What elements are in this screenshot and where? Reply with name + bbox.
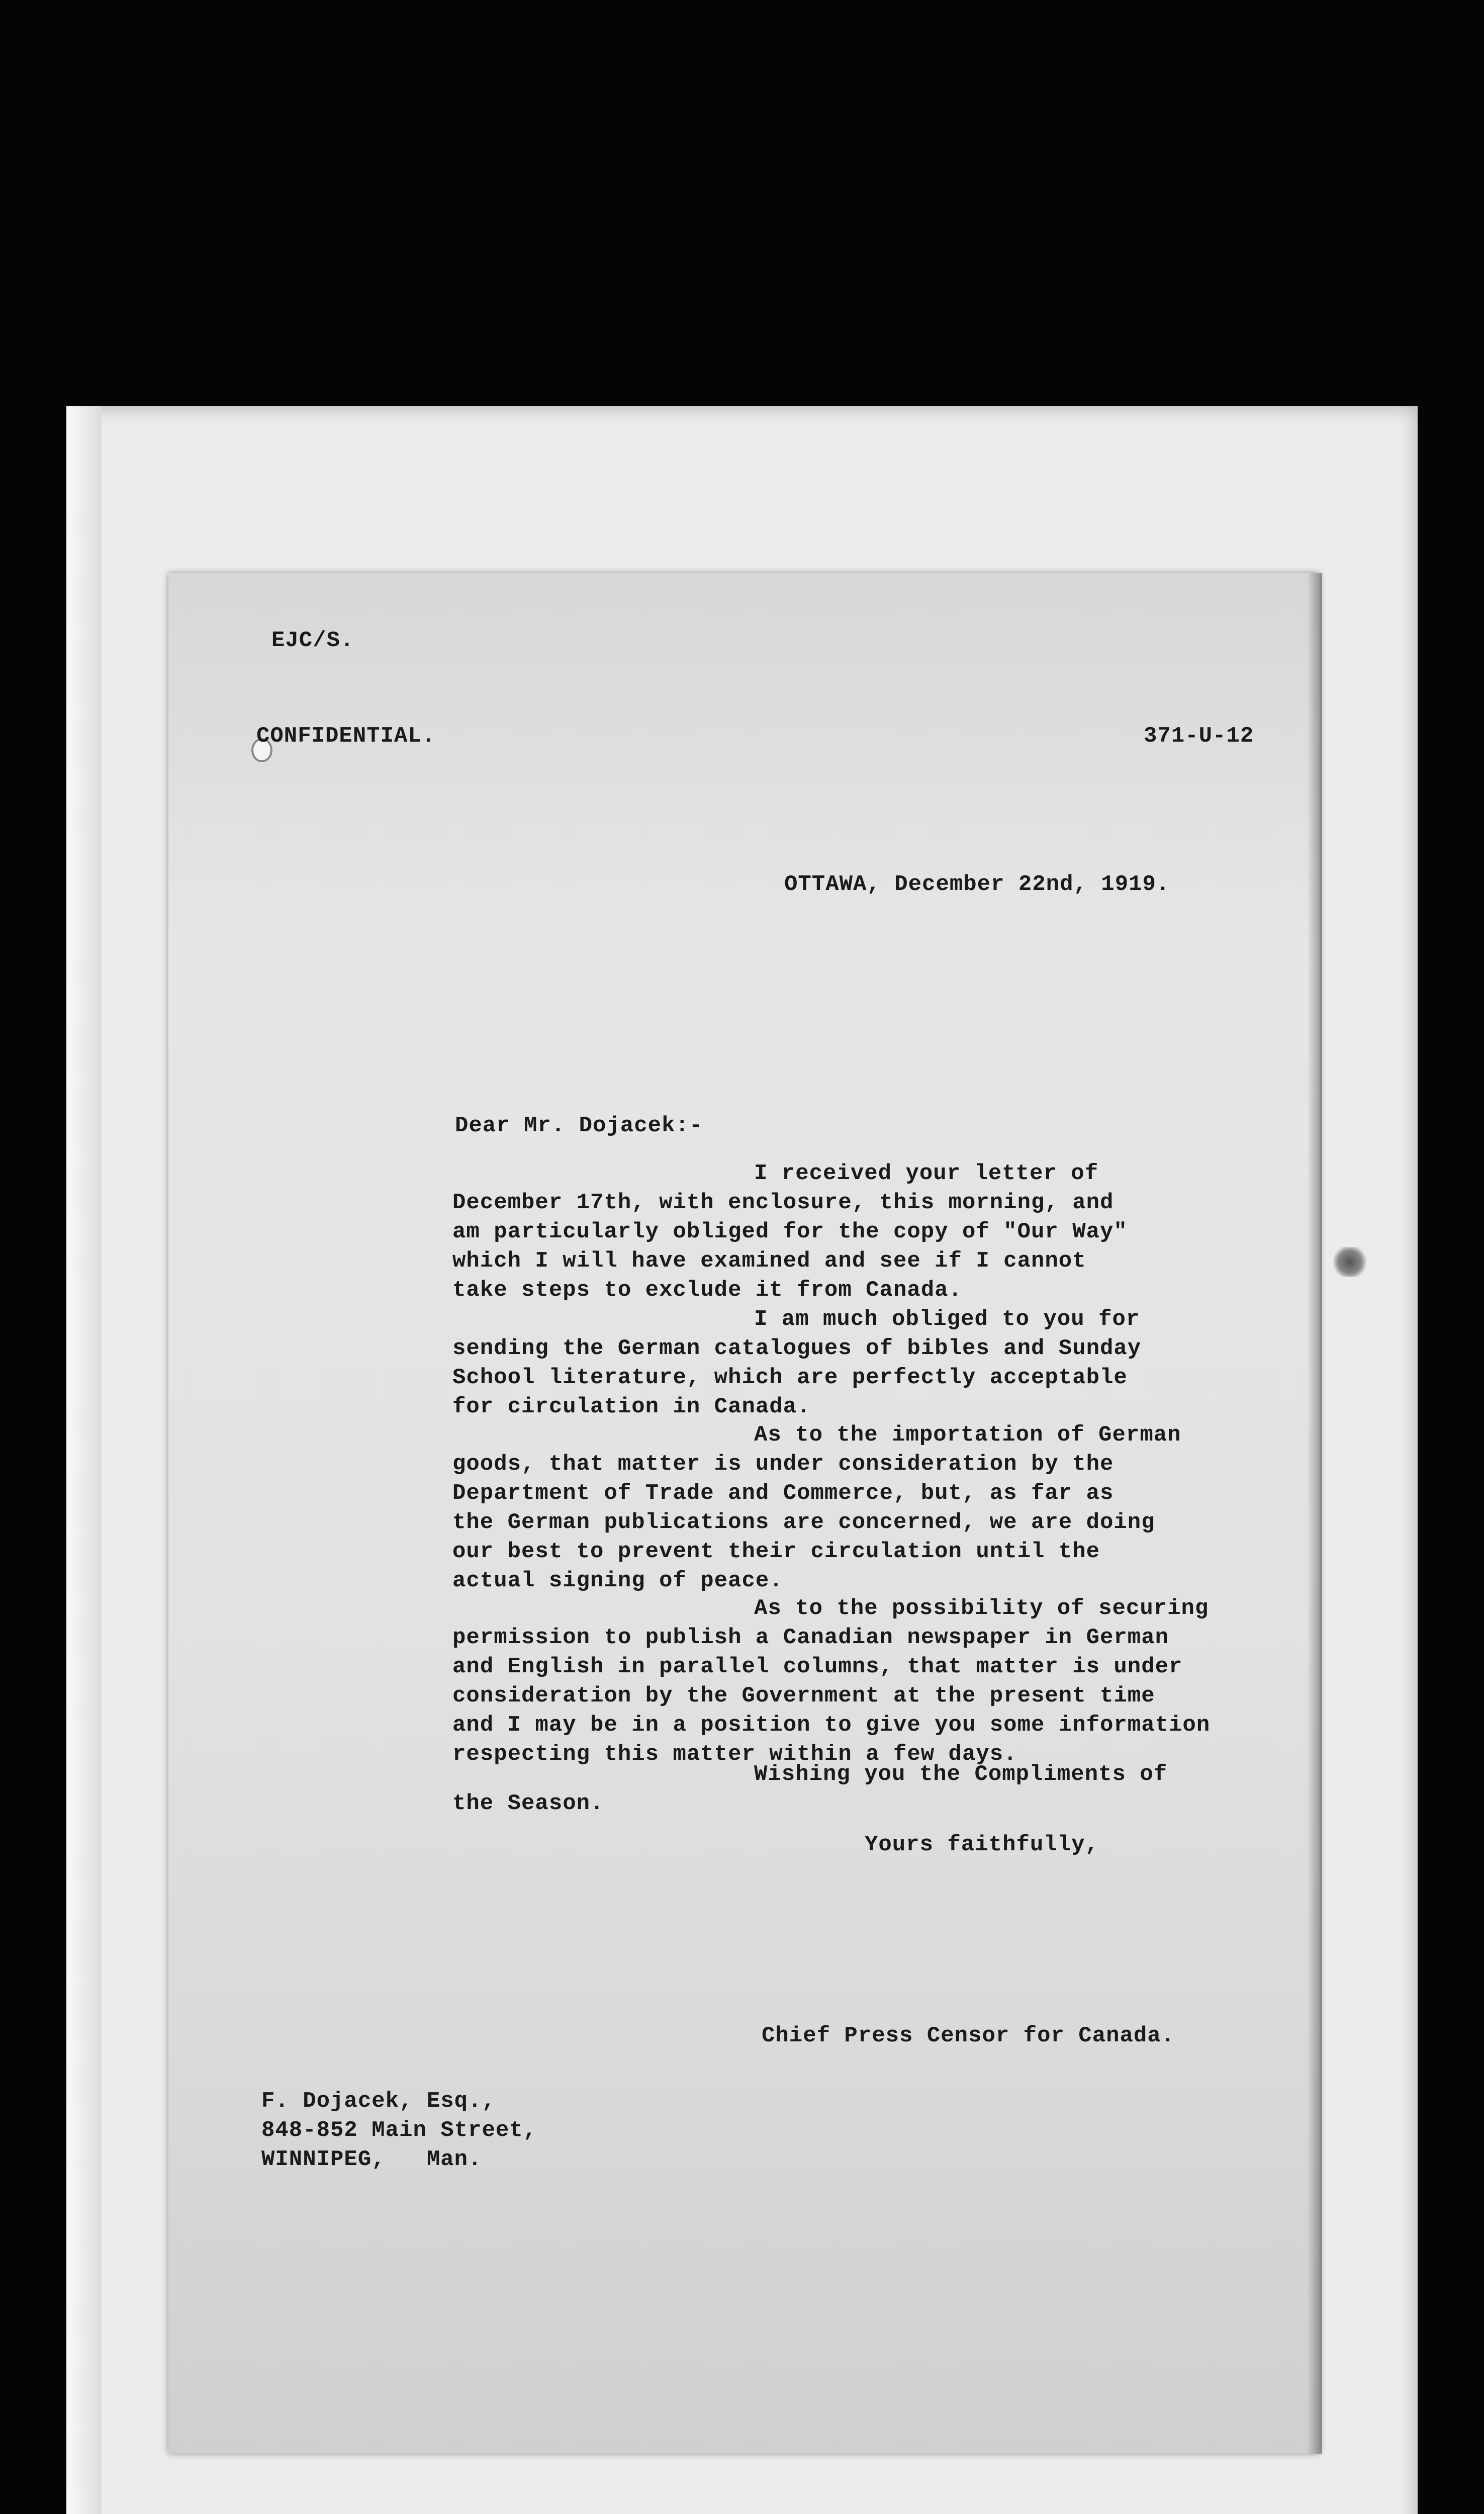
reference-initials: EJC/S. [271, 628, 354, 653]
addressee-line: F. Dojacek, Esq., [261, 2089, 496, 2114]
paragraph-line: Department of Trade and Commerce, but, as far as [452, 1481, 1114, 1506]
paragraph-line: and I may be in a position to give you some information [452, 1713, 1211, 1738]
paragraph-line: which I will have examined and see if I cannot [452, 1248, 1086, 1274]
ink-smudge [1332, 1247, 1367, 1277]
paragraph-line: consideration by the Government at the present time [452, 1683, 1155, 1709]
paragraph-line: our best to prevent their circulation until the [452, 1539, 1100, 1564]
paragraph-5 [452, 1760, 1217, 1818]
paragraph-line: Wishing you the Compliments of [754, 1762, 1168, 1787]
addressee-line: WINNIPEG, Man. [261, 2147, 482, 2172]
paragraph-line: School literature, which are perfectly acceptable [452, 1365, 1128, 1390]
paragraph-line: the Season. [452, 1791, 604, 1816]
signature-title: Chief Press Censor for Canada. [762, 2023, 1175, 2048]
page-shadow [1307, 573, 1322, 2454]
closing: Yours faithfully, [865, 1832, 1099, 1857]
paragraph-line: for circulation in Canada. [452, 1394, 811, 1419]
paragraph-line: goods, that matter is under consideration by the [452, 1452, 1114, 1477]
paragraph-2 [452, 1305, 1217, 1421]
paragraph-line: actual signing of peace. [452, 1568, 783, 1593]
paragraph-line: the German publications are concerned, we are doing [452, 1510, 1155, 1535]
paragraph-4 [452, 1594, 1217, 1769]
classification: CONFIDENTIAL. [256, 724, 436, 749]
paragraph-line: and English in parallel columns, that matter is under [452, 1654, 1183, 1679]
paragraph-1 [452, 1159, 1217, 1305]
paragraph-line: permission to publish a Canadian newspaper in German [452, 1625, 1169, 1650]
paragraph-line: am particularly obliged for the copy of "Our Way" [452, 1219, 1128, 1244]
file-number: 371-U-12 [1144, 724, 1254, 749]
paragraph-line: take steps to exclude it from Canada. [452, 1278, 962, 1303]
paragraph-line: sending the German catalogues of bibles and Sunday [452, 1336, 1142, 1361]
paragraph-line: As to the possibility of securing [754, 1596, 1209, 1621]
paragraph-line: I am much obliged to you for [754, 1307, 1140, 1332]
paragraph-line: respecting this matter within a few days. [452, 1742, 1017, 1767]
mount-card-edge [66, 406, 102, 2514]
paragraph-line: December 17th, with enclosure, this morning, and [452, 1190, 1114, 1215]
addressee-line: 848-852 Main Street, [261, 2118, 537, 2143]
paragraph-3 [452, 1420, 1217, 1595]
paragraph-line: As to the importation of German [754, 1422, 1181, 1448]
paragraph-line: I received your letter of [754, 1161, 1099, 1186]
salutation: Dear Mr. Dojacek:- [455, 1113, 703, 1138]
place-date: OTTAWA, December 22nd, 1919. [784, 872, 1170, 897]
addressee-block [261, 2087, 714, 2174]
